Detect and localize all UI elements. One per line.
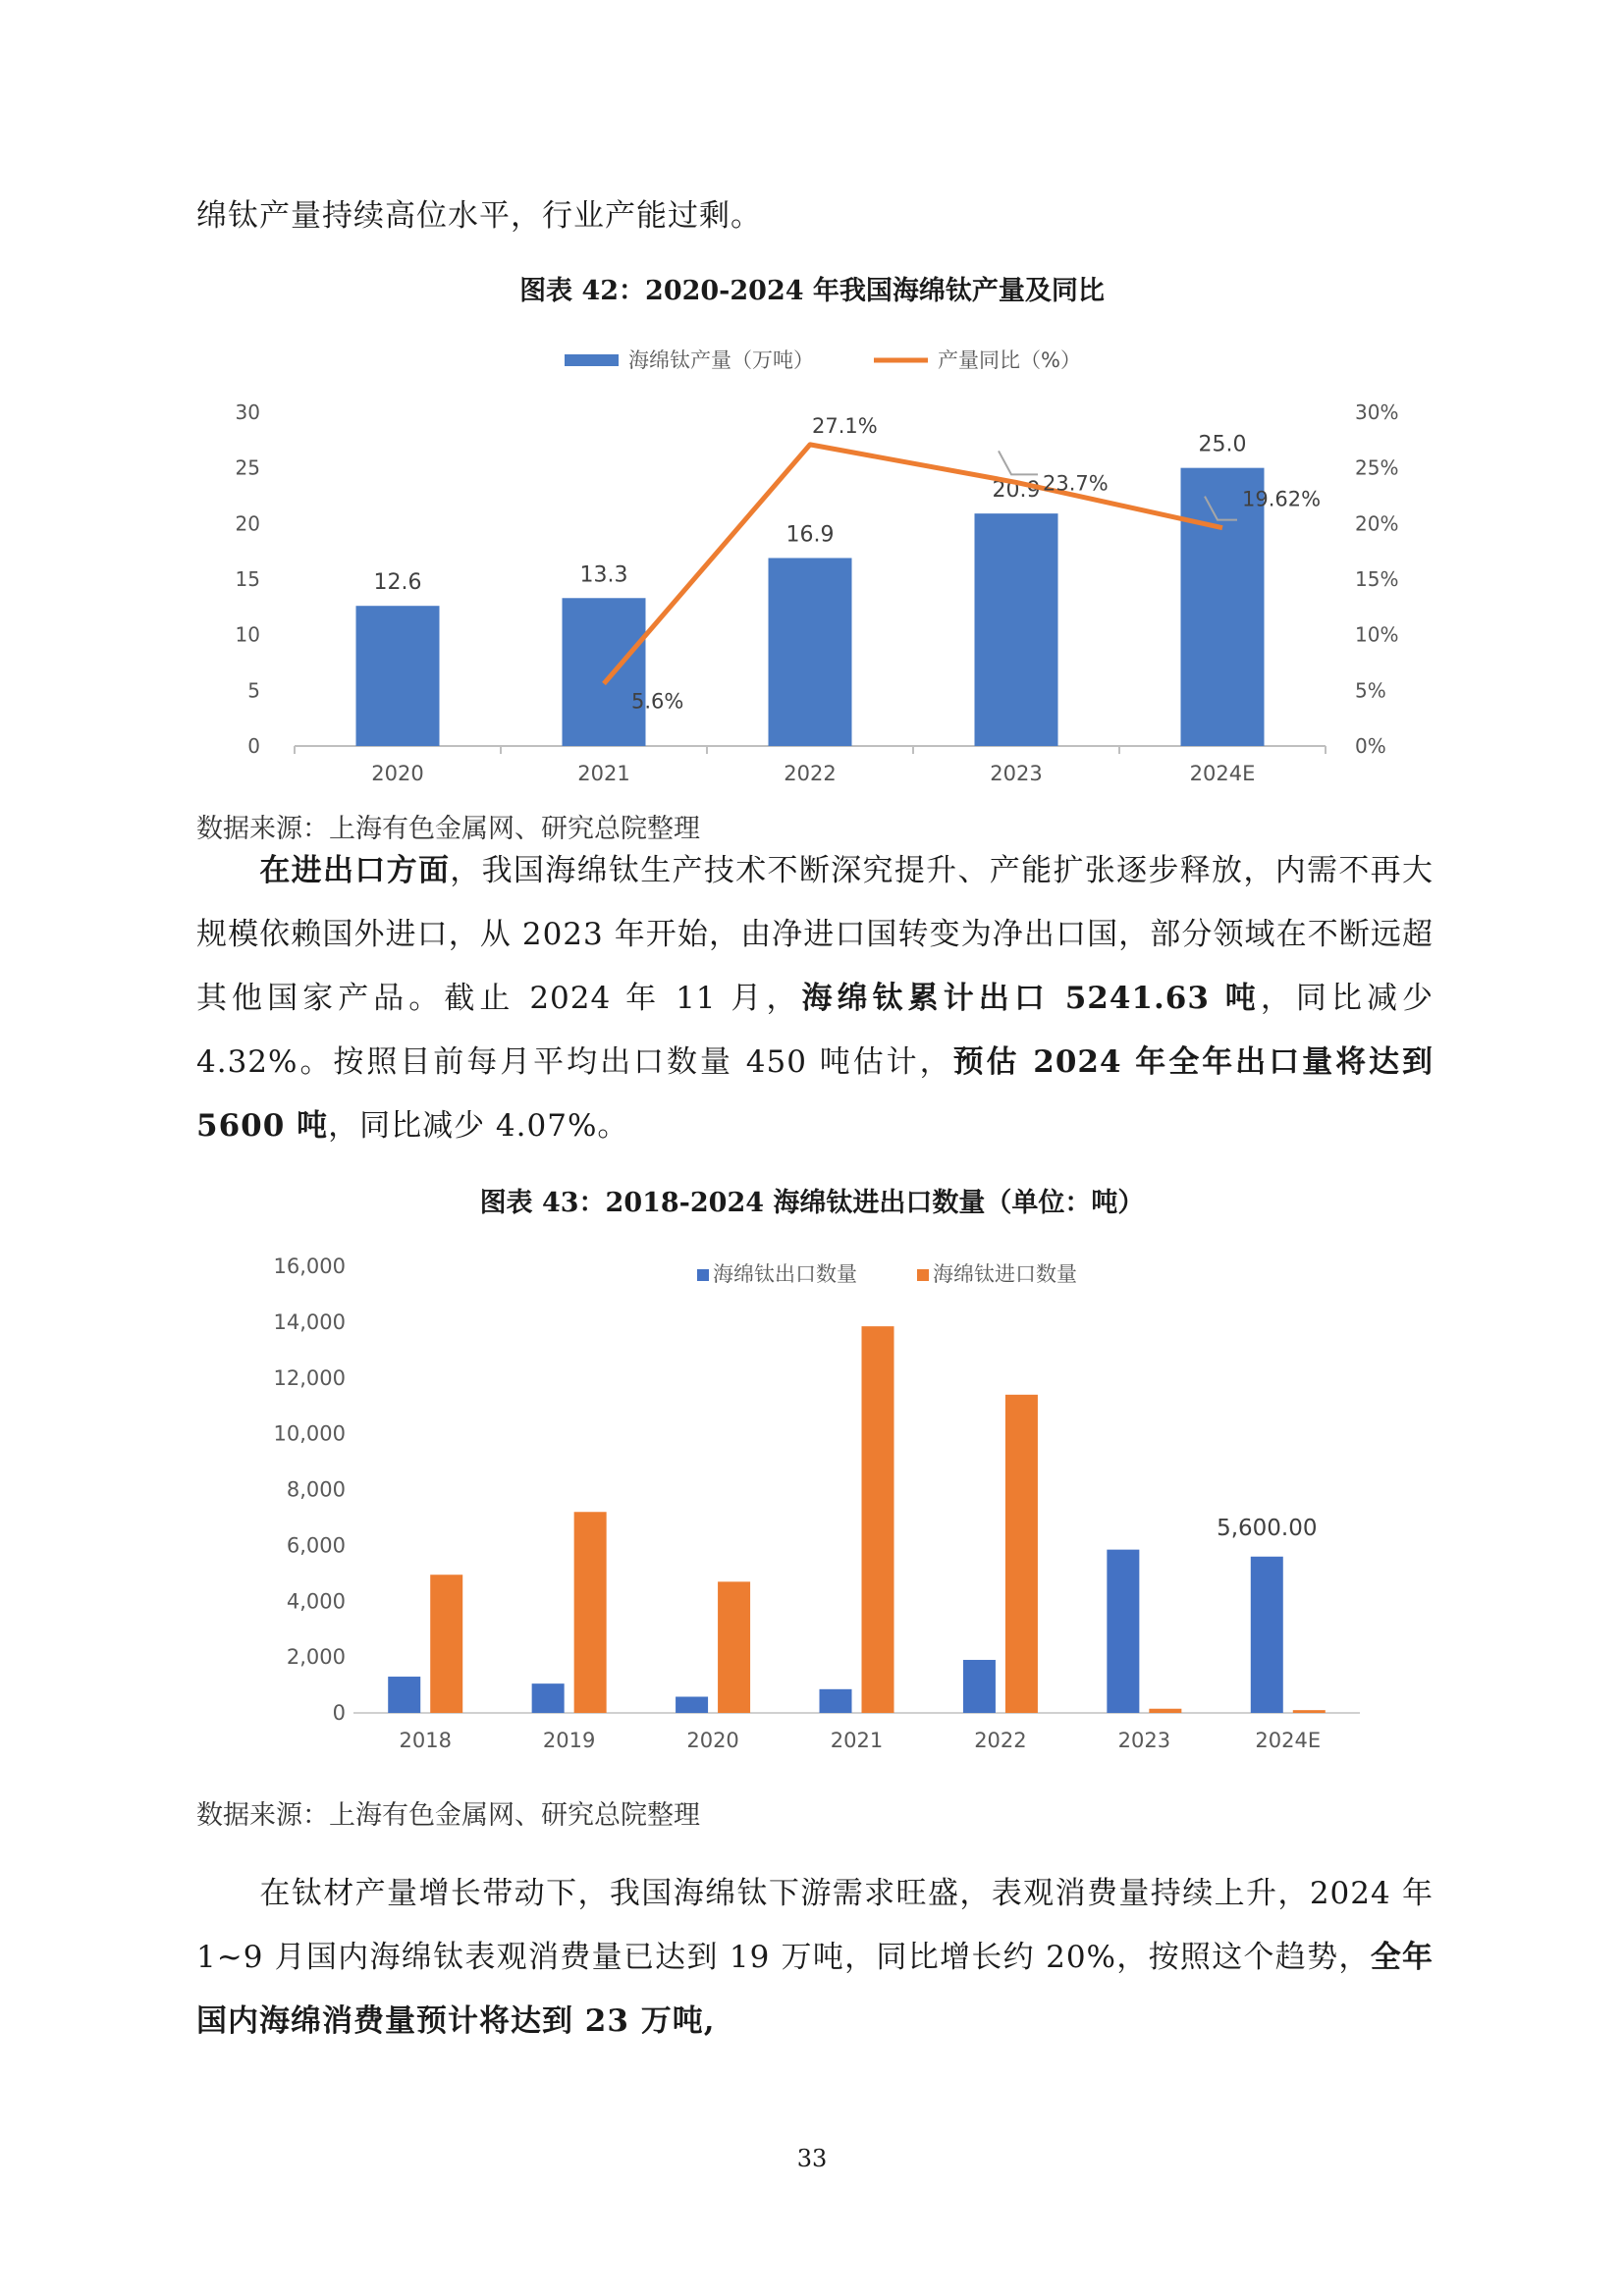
x-tick-label: 2019 — [542, 1729, 596, 1752]
x-tick-label: 2021 — [830, 1729, 884, 1752]
y-left-tick-label: 10 — [235, 622, 260, 647]
production-bar-label: 25.0 — [1198, 432, 1247, 457]
y-tick-label: 0 — [332, 1701, 346, 1725]
import-bar — [1005, 1395, 1038, 1713]
x-tick-label: 2023 — [990, 762, 1043, 785]
production-bar — [769, 558, 852, 746]
chart1-source: 数据来源：上海有色金属网、研究总院整理 — [196, 814, 700, 844]
y-right-tick-label: 5% — [1355, 678, 1386, 703]
y-right-tick-label: 20% — [1355, 511, 1399, 536]
production-bar — [975, 513, 1058, 746]
x-tick-label: 2022 — [974, 1729, 1027, 1752]
yoy-leader-line — [999, 451, 1038, 474]
x-tick-label: 2022 — [784, 762, 837, 785]
y-tick-label: 10,000 — [273, 1421, 346, 1446]
production-bar — [356, 606, 440, 746]
intro-line: 绵钛产量持续高位水平，行业产能过剩。 — [196, 198, 762, 234]
y-right-tick-label: 10% — [1355, 622, 1399, 647]
para2-s3: 海绵钛累计出口 5241.63 吨 — [801, 981, 1261, 1016]
y-left-tick-label: 25 — [235, 455, 260, 480]
import-bar — [574, 1512, 607, 1713]
legend-swatch-production — [565, 354, 619, 366]
yoy-point-label: 23.7% — [1043, 471, 1109, 496]
production-bar-label: 12.6 — [373, 570, 422, 596]
import-bar — [1293, 1710, 1326, 1713]
export-bar — [1251, 1557, 1283, 1713]
y-left-tick-label: 5 — [247, 678, 260, 703]
y-left-tick-label: 15 — [235, 567, 260, 591]
chart2-caption: 图表 43：2018-2024 海绵钛进出口数量（单位：吨） — [479, 1188, 1145, 1218]
y-tick-label: 6,000 — [286, 1533, 346, 1558]
export-bar — [963, 1660, 996, 1713]
export-bar — [388, 1677, 420, 1713]
export-2024e-annotation: 5,600.00 — [1217, 1515, 1318, 1541]
y-tick-label: 16,000 — [273, 1255, 346, 1278]
import-bar — [862, 1326, 894, 1713]
production-bar-label: 20.9 — [992, 478, 1041, 504]
para2-s1: 在进出口方面 — [259, 853, 451, 888]
chart2-source: 数据来源：上海有色金属网、研究总院整理 — [196, 1800, 700, 1831]
legend-label-production: 海绵钛产量（万吨） — [628, 348, 814, 372]
export-bar — [1107, 1550, 1139, 1713]
y-right-tick-label: 15% — [1355, 567, 1399, 591]
chart1-caption: 图表 42：2020-2024 年我国海绵钛产量及同比 — [519, 276, 1105, 306]
y-right-tick-label: 30% — [1355, 400, 1399, 424]
para2-s4: ，同比减少 4.32%。按照目前每月平均出口数量 450 吨估计， — [196, 981, 1435, 1080]
y-left-tick-label: 30 — [235, 400, 260, 424]
x-tick-label: 2020 — [371, 762, 424, 785]
yoy-point-label: 19.62% — [1242, 487, 1322, 511]
y-tick-label: 4,000 — [286, 1589, 346, 1614]
x-tick-label: 2024E — [1189, 762, 1256, 785]
import-bar — [1149, 1709, 1181, 1713]
production-bar-label: 13.3 — [579, 562, 628, 588]
import-bar — [718, 1581, 750, 1713]
production-bar — [563, 598, 646, 746]
x-tick-label: 2023 — [1117, 1729, 1171, 1752]
y-tick-label: 12,000 — [273, 1365, 346, 1390]
legend-label-export: 海绵钛出口数量 — [713, 1262, 857, 1286]
para3-s2: 全年国内海绵消费量预计将达到 23 万吨, — [196, 1940, 1435, 2039]
para3-s1: 在钛材产量增长带动下，我国海绵钛下游需求旺盛，表观消费量持续上升，2024 年 1~9 月国内海绵钛表观消费量已达到 19 万吨，同比增长约 20%，按照这个趋势， — [196, 1876, 1434, 1975]
import-export-chart — [196, 1237, 1434, 1767]
consumption-paragraph — [196, 1862, 1434, 2054]
production-bar-label: 16.9 — [785, 522, 835, 548]
legend-swatch-export — [697, 1269, 709, 1281]
y-left-tick-label: 0 — [247, 734, 260, 758]
para2-s5: 预估 2024 年全年出口量将达到 5600 吨 — [196, 1044, 1434, 1144]
import-bar — [430, 1575, 462, 1713]
legend-label-import: 海绵钛进口数量 — [933, 1262, 1077, 1286]
y-tick-label: 2,000 — [286, 1645, 346, 1670]
legend-swatch-import — [917, 1269, 929, 1281]
y-right-tick-label: 0% — [1355, 734, 1386, 758]
para2-s6: ，同比减少 4.07%。 — [328, 1108, 629, 1144]
page-number: 33 — [796, 2145, 828, 2172]
para2-s2: ，我国海绵钛生产技术不断深究提升、产能扩张逐步释放，内需不再大规模依赖国外进口，从 2023 年开始，由净进口国转变为净出口国，部分领域在不断远超其他国家产品。截止 2024 年 11 月， — [196, 853, 1435, 1016]
y-tick-label: 14,000 — [273, 1309, 346, 1334]
export-bar — [820, 1689, 852, 1713]
y-tick-label: 8,000 — [286, 1477, 346, 1502]
y-right-tick-label: 25% — [1355, 455, 1399, 480]
yoy-line — [604, 445, 1222, 684]
y-left-tick-label: 20 — [235, 511, 260, 536]
x-tick-label: 2021 — [577, 762, 630, 785]
yoy-point-label: 27.1% — [812, 413, 878, 438]
export-bar — [676, 1697, 708, 1713]
x-tick-label: 2020 — [686, 1729, 739, 1752]
import-export-paragraph — [196, 839, 1434, 1158]
export-bar — [532, 1683, 565, 1713]
yoy-point-label: 5.6% — [631, 689, 684, 714]
production-chart — [196, 324, 1434, 805]
x-tick-label: 2024E — [1255, 1729, 1322, 1752]
x-tick-label: 2018 — [399, 1729, 452, 1752]
legend-label-yoy: 产量同比（%） — [938, 348, 1081, 372]
